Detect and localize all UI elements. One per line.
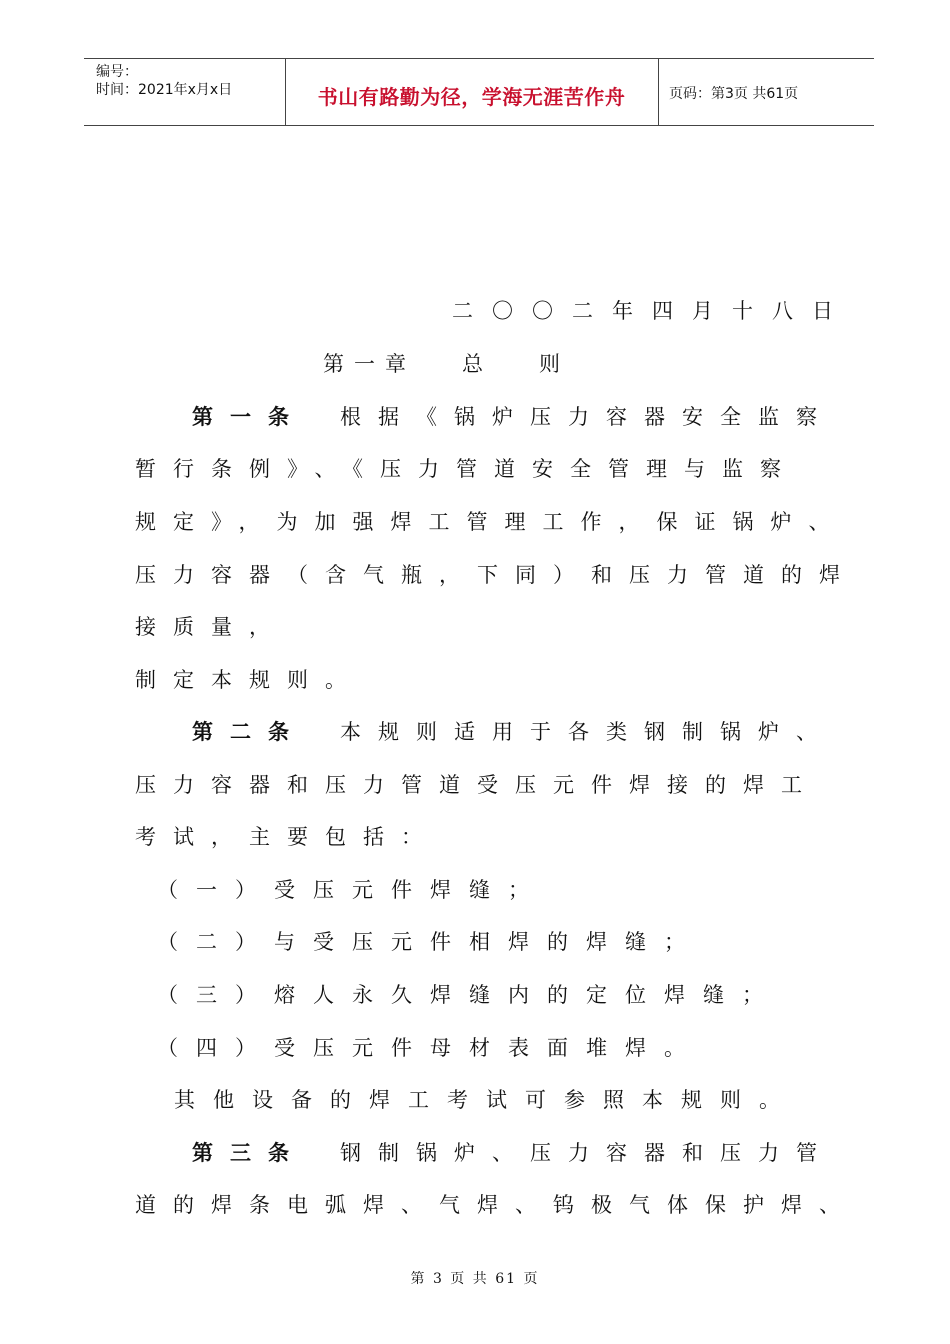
chapter-title [323,350,570,378]
page-footer: 第 3 页 共 61 页 [410,1271,540,1287]
header-page-info: 页码：第3页 共61页 [669,86,799,102]
header-page-cell [659,59,874,125]
article-2-line [192,718,834,746]
motto: 书山有路勤为径，学海无涯苦作舟 [317,85,626,109]
article-3-line [192,1139,834,1167]
list-item: （三）熔人永久焊缝内的定位焊缝； [157,983,781,1007]
body-line: 制定本规则。 [135,668,363,692]
body-line: 接质量， [135,615,287,639]
article-1-line [192,403,834,431]
body-line: 考试，主要包括： [135,825,439,849]
body-line: 压力容器（含气瓶，下同）和压力管道的焊 [135,563,857,587]
article-2-text: 本规则适用于各类钢制锅炉、 [340,720,834,744]
body-line: 规定》，为加强焊工管理工作，保证锅炉、 [135,510,847,534]
document-date: 二〇〇二年四月十八日 [452,299,852,323]
header-motto-cell [285,59,659,125]
list-item: （二）与受压元件相焊的焊缝； [157,930,703,954]
body-line: 压力容器和压力管道受压元件焊接的焊工 [135,773,819,797]
chapter-word-2: 则 [539,352,570,376]
body-line: 暂行条例》、《压力管道安全管理与监察 [135,457,798,481]
number-label: 编号： [96,64,138,80]
article-3-label: 第三条 [192,1140,306,1165]
chapter-word-1: 总 [462,352,493,376]
chapter-number: 第一章 [323,352,416,376]
article-1-label: 第一条 [192,404,306,429]
article-3-text: 钢制锅炉、压力容器和压力管 [340,1141,834,1165]
list-item: （一）受压元件焊缝； [157,878,547,902]
article-2-label: 第二条 [192,719,306,744]
time-label: 时间：2021年x月x日 [96,82,233,98]
header-meta-cell [84,59,286,125]
article-1-text: 根据《锅炉压力容器安全监察 [340,405,834,429]
body-line: 道的焊条电弧焊、气焊、钨极气体保护焊、 [135,1193,857,1217]
body-line: 其他设备的焊工考试可参照本规则。 [174,1088,798,1112]
document-header [84,58,874,126]
list-item: （四）受压元件母材表面堆焊。 [157,1036,703,1060]
